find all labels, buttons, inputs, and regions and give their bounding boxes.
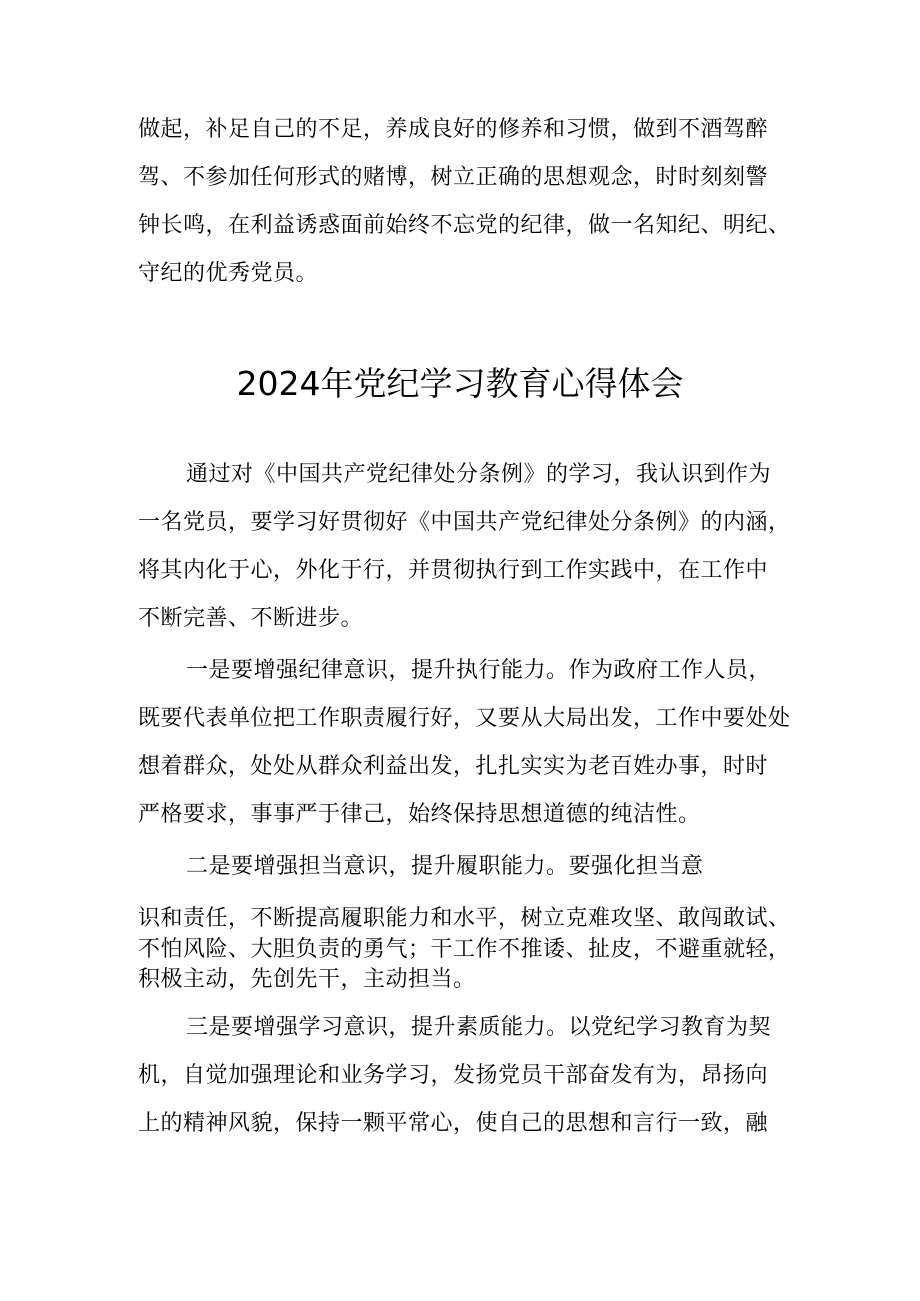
point-two-line: 不怕风险、大胆负责的勇气；干工作不推诿、扯皮，不避重就轻， bbox=[138, 937, 791, 962]
point-three-line: 机，自觉加强理论和业务学习，发扬党员干部奋发有为，昂扬向 bbox=[138, 1063, 769, 1088]
point-one-line: 一是要增强纪律意识，提升执行能力。作为政府工作人员， bbox=[186, 658, 772, 683]
page-title: 2024年党纪学习教育心得体会 bbox=[236, 364, 684, 403]
point-three-line: 三是要增强学习意识，提升素质能力。以党纪学习教育为契 bbox=[186, 1015, 772, 1040]
paragraph-line: 做起，补足自己的不足，养成良好的修养和习惯，做到不酒驾醉 bbox=[138, 117, 769, 142]
intro-line: 将其内化于心，外化于行，并贯彻执行到工作实践中，在工作中 bbox=[138, 558, 769, 583]
intro-line: 不断完善、不断进步。 bbox=[138, 606, 364, 631]
intro-line: 通过对《中国共产党纪律处分条例》的学习，我认识到作为 bbox=[186, 462, 772, 487]
point-one-line: 严格要求，事事严于律己，始终保持思想道德的纯洁性。 bbox=[138, 802, 701, 827]
point-three-line: 上的精神风貌，保持一颗平常心，使自己的思想和言行一致，融 bbox=[138, 1111, 769, 1136]
paragraph-line: 守纪的优秀党员。 bbox=[138, 261, 319, 286]
intro-line: 一名党员，要学习好贯彻好《中国共产党纪律处分条例》的内涵， bbox=[138, 510, 791, 535]
point-two-line: 识和责任，不断提高履职能力和水平，树立克难攻坚、敢闯敢试、 bbox=[138, 906, 791, 931]
paragraph-line: 驾、不参加任何形式的赌博，树立正确的思想观念，时时刻刻警 bbox=[138, 165, 769, 190]
point-two-line: 积极主动，先创先干，主动担当。 bbox=[138, 967, 476, 992]
point-one-line: 想着群众，处处从群众利益出发，扎扎实实为老百姓办事，时时 bbox=[138, 754, 769, 779]
point-two-line: 二是要增强担当意识，提升履职能力。要强化担当意 bbox=[186, 854, 704, 879]
paragraph-line: 钟长鸣，在利益诱惑面前始终不忘党的纪律，做一名知纪、明纪、 bbox=[138, 213, 791, 238]
point-one-line: 既要代表单位把工作职责履行好，又要从大局出发，工作中要处处 bbox=[138, 706, 791, 731]
